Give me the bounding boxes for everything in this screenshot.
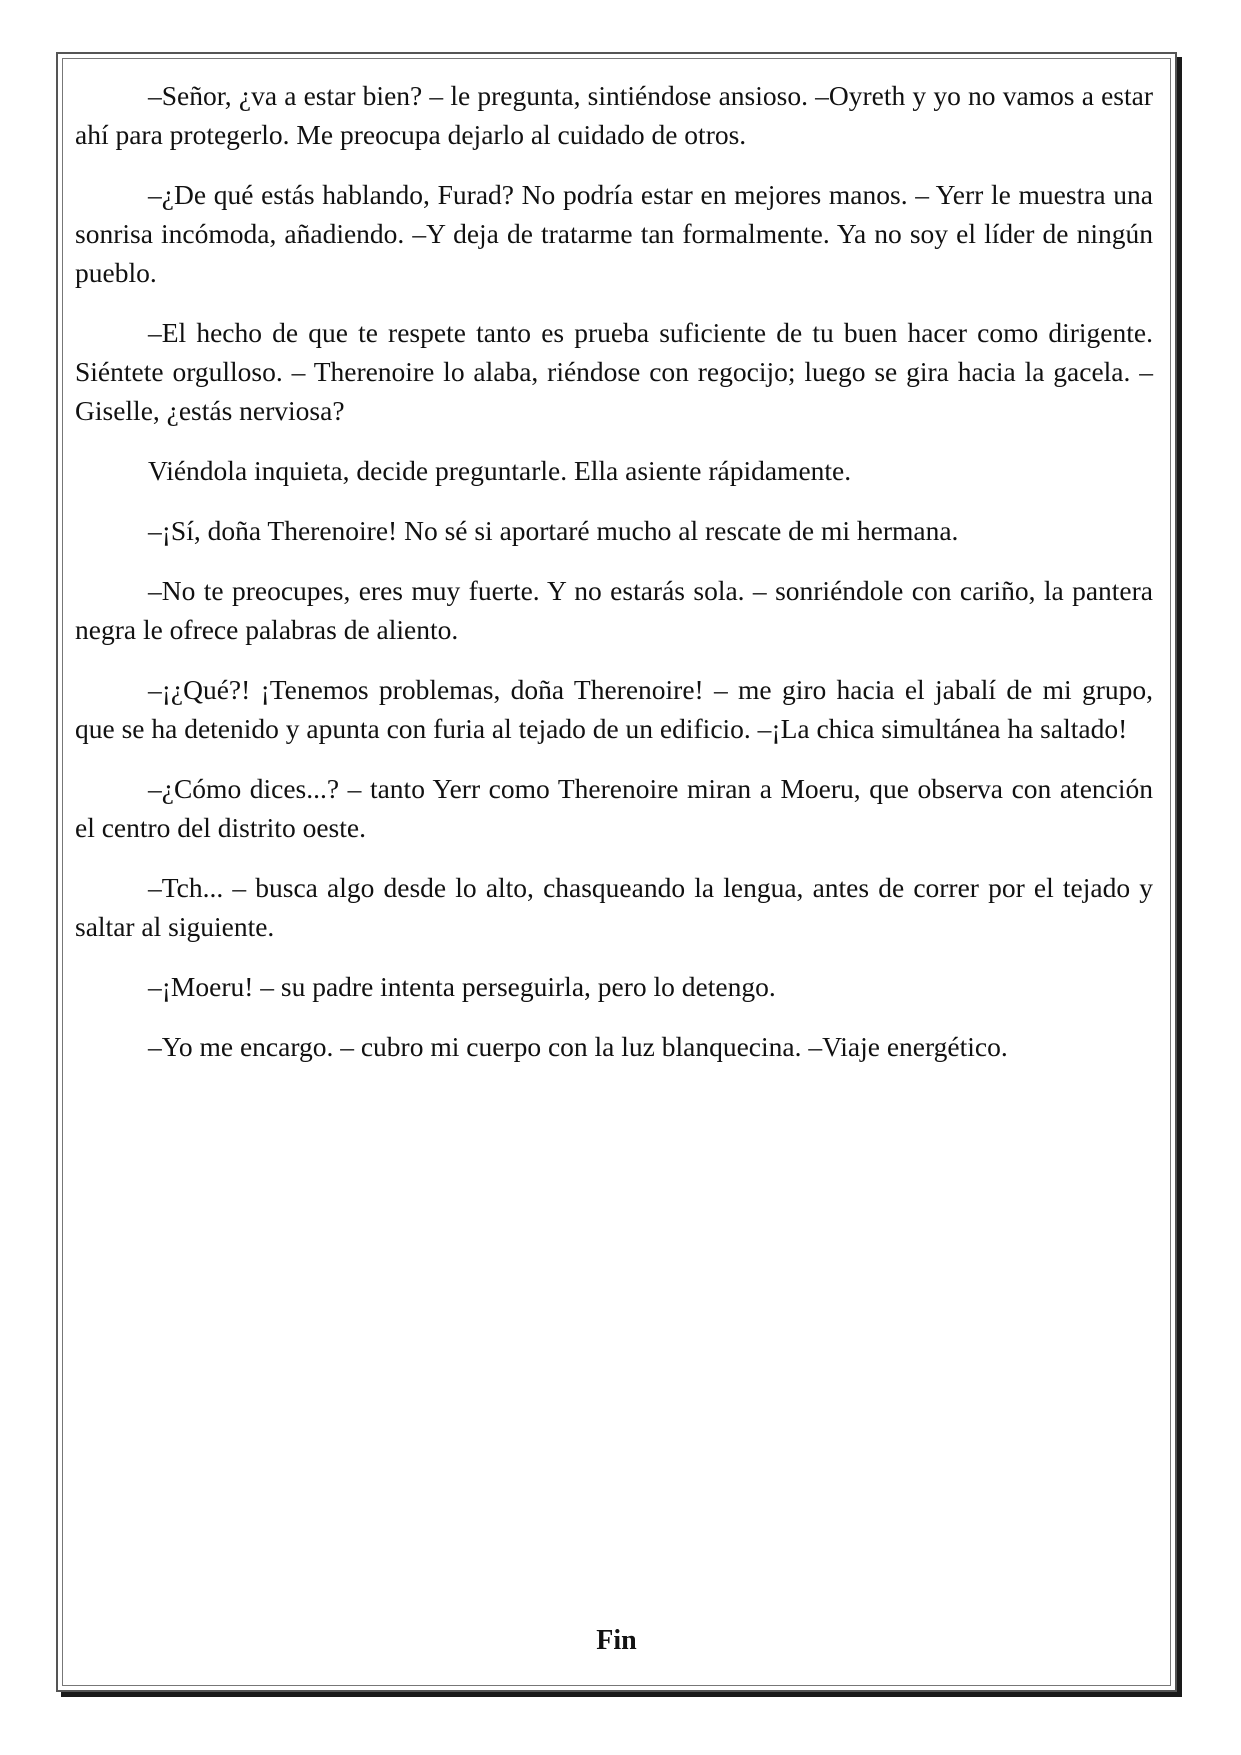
paragraph-8: –¿Cómo dices...? – tanto Yerr como Therenoire miran a Moeru, que observa con atención el centro del distrito oeste.	[75, 773, 1153, 843]
paragraph-7: –¡¿Qué?! ¡Tenemos problemas, doña Therenoire! – me giro hacia el jabalí de mi grupo, que se ha detenido y apunta con furia al tejado de un edificio. –¡La chica simultánea ha saltado!	[75, 674, 1153, 744]
paragraph-6: –No te preocupes, eres muy fuerte. Y no estarás sola. – sonriéndole con cariño, la pantera negra le ofrece palabras de aliento.	[75, 575, 1153, 645]
page-frame	[56, 52, 1177, 1692]
paragraph-1: –Señor, ¿va a estar bien? – le pregunta, sintiéndose ansioso. –Oyreth y yo no vamos a estar ahí para protegerlo. Me preocupa dejarlo al cuidado de otros.	[75, 80, 1153, 150]
paragraph-11: –Yo me encargo. – cubro mi cuerpo con la luz blanquecina. –Viaje energético.	[148, 1031, 1008, 1062]
paragraph-10: –¡Moeru! – su padre intenta perseguirla, pero lo detengo.	[148, 971, 776, 1002]
paragraph-9: –Tch... – busca algo desde lo alto, chasqueando la lengua, antes de correr por el tejado y saltar al siguiente.	[75, 872, 1153, 942]
paragraph-4: Viéndola inquieta, decide preguntarle. Ella asiente rápidamente.	[148, 455, 852, 486]
paragraph-3: –El hecho de que te respete tanto es prueba suficiente de tu buen hacer como dirigente. Siéntete orgulloso. – Therenoire lo alaba, riéndose con regocijo; luego se gira hacia la gacela. –Giselle, ¿estás nerviosa?	[75, 317, 1153, 426]
story-text	[75, 76, 1153, 1087]
paragraph-5: –¡Sí, doña Therenoire! No sé si aportaré mucho al rescate de mi hermana.	[148, 515, 959, 546]
paragraph-2: –¿De qué estás hablando, Furad? No podría estar en mejores manos. – Yerr le muestra una sonrisa incómoda, añadiendo. –Y deja de tratarme tan formalmente. Ya no soy el líder de ningún pueblo.	[75, 179, 1153, 288]
end-label: Fin	[596, 1625, 637, 1656]
